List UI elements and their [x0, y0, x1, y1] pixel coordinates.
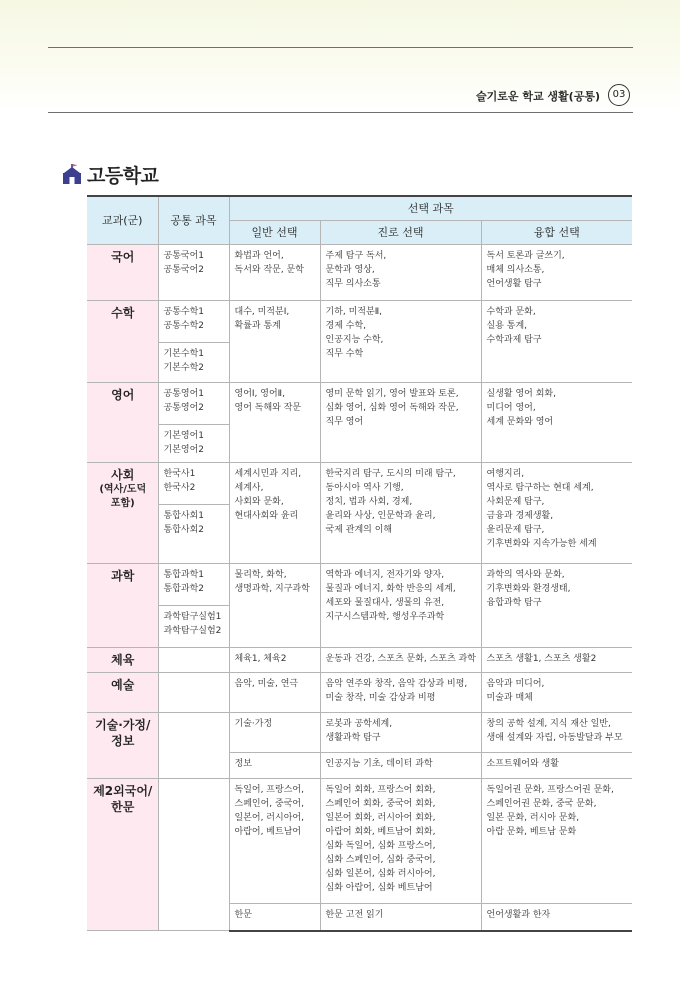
- convergence-electives: 실생활 영어 회화, 미디어 영어, 세계 문화와 영어: [481, 383, 632, 463]
- table-row: [87, 673, 632, 713]
- curriculum-table: [87, 195, 632, 932]
- subject-name: 기술·가정/ 정보: [87, 713, 158, 779]
- section-heading: [63, 161, 158, 187]
- career-electives: 역학과 에너지, 전자기와 양자, 물질과 에너지, 화학 반응의 세계, 세포와 물질대사, 생물의 유전, 지구시스템과학, 행성우주과학: [320, 564, 481, 648]
- career-electives: 영미 문학 읽기, 영어 발표와 토론, 심화 영어, 심화 영어 독해와 작문, 직무 영어: [320, 383, 481, 463]
- school-icon: [63, 164, 81, 184]
- common-subjects: 공통수학1 공통수학2: [158, 301, 229, 343]
- general-electives: 물리학, 화학, 생명과학, 지구과학: [229, 564, 320, 648]
- career-electives: 로봇과 공학세계, 생활과학 탐구: [320, 713, 481, 753]
- general-electives: 음악, 미술, 연극: [229, 673, 320, 713]
- convergence-electives: 창의 공학 설계, 지식 재산 일반, 생애 설계와 자립, 아동발달과 부모: [481, 713, 632, 753]
- header-divider-top: [48, 47, 633, 48]
- general-electives: 화법과 언어, 독서와 작문, 문학: [229, 245, 320, 301]
- table-row: [87, 245, 632, 301]
- header-convergence: 융합 선택: [481, 221, 632, 245]
- section-title: 고등학교: [87, 164, 159, 187]
- common-subjects: 통합과학1 통합과학2: [158, 564, 229, 606]
- table-row: [87, 648, 632, 673]
- career-electives: 음악 연주와 창작, 음악 감상과 비평, 미술 창작, 미술 감상과 비평: [320, 673, 481, 713]
- common-subjects: 기본영어1 기본영어2: [158, 425, 229, 463]
- subject-name: 수학: [87, 301, 158, 383]
- table-row: [87, 779, 632, 904]
- header-career: 진로 선택: [320, 221, 481, 245]
- subject-name: 국어: [87, 245, 158, 301]
- convergence-electives: 여행지리, 역사로 탐구하는 현대 세계, 사회문제 탐구, 금융과 경제생활, 윤리문제 탐구, 기후변화와 지속가능한 세계: [481, 463, 632, 564]
- career-electives: 한국지리 탐구, 도시의 미래 탐구, 동아시아 역사 기행, 정치, 법과 사회, 경제, 윤리와 사상, 인문학과 윤리, 국제 관계의 이해: [320, 463, 481, 564]
- subject-name: 사회 (역사/도덕 포함): [87, 463, 158, 564]
- header-area: 교과(군): [87, 196, 158, 245]
- common-subjects: 과학탐구실험1 과학탐구실험2: [158, 606, 229, 648]
- table-row: [87, 383, 632, 425]
- common-subjects: [158, 673, 229, 713]
- common-subjects: [158, 779, 229, 931]
- career-electives: 독일어 회화, 프랑스어 회화, 스페인어 회화, 중국어 회화, 일본어 회화, 러시아어 회화, 아랍어 회화, 베트남어 회화, 심화 독일어, 심화 프랑스어, 심화 스페인어, 심화 중국어, 심화 일본어, 심화 러시아어, 심화 아랍어, 심화 베트남어: [320, 779, 481, 904]
- common-subjects: 공통영어1 공통영어2: [158, 383, 229, 425]
- table-row: [87, 564, 632, 606]
- career-electives: 인공지능 기초, 데이터 과학: [320, 753, 481, 779]
- common-subjects: 통합사회1 통합사회2: [158, 505, 229, 564]
- career-electives: 운동과 건강, 스포츠 문화, 스포츠 과학: [320, 648, 481, 673]
- page-number: 03: [608, 84, 630, 106]
- convergence-electives: 언어생활과 한자: [481, 904, 632, 931]
- general-electives: 독일어, 프랑스어, 스페인어, 중국어, 일본어, 러시아어, 아랍어, 베트남어: [229, 779, 320, 904]
- subject-name: 과학: [87, 564, 158, 648]
- common-subjects: [158, 648, 229, 673]
- convergence-electives: 음악과 미디어, 미술과 매체: [481, 673, 632, 713]
- general-electives: 기술·가정: [229, 713, 320, 753]
- common-subjects: 공통국어1 공통국어2: [158, 245, 229, 301]
- convergence-electives: 독서 토론과 글쓰기, 매체 의사소통, 언어생활 탐구: [481, 245, 632, 301]
- convergence-electives: 스포츠 생활1, 스포츠 생활2: [481, 648, 632, 673]
- career-electives: 기하, 미적분Ⅱ, 경제 수학, 인공지능 수학, 직무 수학: [320, 301, 481, 383]
- subject-name: 제2외국어/ 한문: [87, 779, 158, 931]
- career-electives: 주제 탐구 독서, 문학과 영상, 직무 의사소통: [320, 245, 481, 301]
- general-electives: 세계시민과 지리, 세계사, 사회와 문화, 현대사회와 윤리: [229, 463, 320, 564]
- subject-name: 예술: [87, 673, 158, 713]
- convergence-electives: 수학과 문화, 실용 통계, 수학과제 탐구: [481, 301, 632, 383]
- table-row: [87, 463, 632, 505]
- common-subjects: 한국사1 한국사2: [158, 463, 229, 505]
- subject-name: 영어: [87, 383, 158, 463]
- convergence-electives: 과학의 역사와 문화, 기후변화와 환경생태, 융합과학 탐구: [481, 564, 632, 648]
- subject-name: 체육: [87, 648, 158, 673]
- table-row: [87, 301, 632, 343]
- header-divider-bottom: [48, 112, 633, 113]
- header-common: 공통 과목: [158, 196, 229, 245]
- header-general: 일반 선택: [229, 221, 320, 245]
- general-electives: 대수, 미적분Ⅰ, 확률과 통계: [229, 301, 320, 383]
- general-electives: 정보: [229, 753, 320, 779]
- general-electives: 영어Ⅰ, 영어Ⅱ, 영어 독해와 작문: [229, 383, 320, 463]
- career-electives: 한문 고전 읽기: [320, 904, 481, 931]
- convergence-electives: 소프트웨어와 생활: [481, 753, 632, 779]
- convergence-electives: 독일어권 문화, 프랑스어권 문화, 스페인어권 문화, 중국 문화, 일본 문화, 러시아 문화, 아랍 문화, 베트남 문화: [481, 779, 632, 904]
- common-subjects: 기본수학1 기본수학2: [158, 343, 229, 383]
- header-elective: 선택 과목: [229, 196, 632, 221]
- common-subjects: [158, 713, 229, 779]
- table-row: [87, 713, 632, 753]
- general-electives: 체육1, 체육2: [229, 648, 320, 673]
- running-title: 슬기로운 학교 생활(공통): [476, 90, 600, 103]
- general-electives: 한문: [229, 904, 320, 931]
